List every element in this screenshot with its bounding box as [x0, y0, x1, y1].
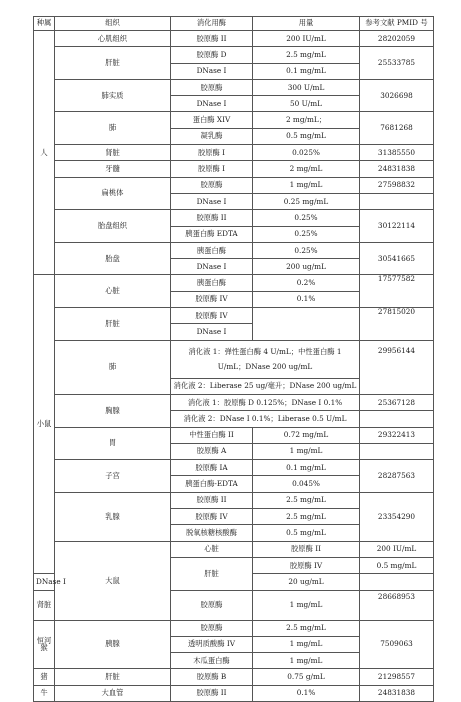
species-cell: 大鼠 [55, 541, 171, 620]
enzyme-cell: 蛋白酶 XIV [171, 112, 253, 128]
dose-cell: 200 ug/mL [253, 259, 360, 275]
species-cell: 小鼠 [34, 275, 55, 574]
tissue-cell: 心脏 [171, 541, 253, 557]
dose-cell: 200 IU/mL [253, 31, 360, 47]
dose-cell: 0.25% [253, 242, 360, 258]
table-row [34, 145, 434, 161]
tissue-cell: 肾脏 [34, 590, 55, 620]
enzyme-cell: 胶原酶 IA [171, 460, 253, 476]
dose-cell: 1 mg/mL [253, 653, 360, 669]
dose-cell: 1 mg/mL [253, 177, 360, 193]
pmid-cell: 30122114 [360, 210, 434, 243]
pmid-cell: 21298557 [360, 669, 434, 685]
enzyme-cell: 胶原酶 B [171, 669, 253, 685]
table-row [34, 308, 434, 324]
tissue-cell: 子宫 [55, 460, 171, 493]
pmid-cell: 23354290 [360, 492, 434, 541]
tissue-cell: 肾脏 [55, 145, 171, 161]
dose-cell: 0.25% [253, 210, 360, 226]
tissue-cell: 大血管 [55, 685, 171, 701]
tissue-cell: 心脏 [55, 275, 171, 308]
pmid-cell: 30541665 [360, 242, 434, 275]
dose-cell: 0.72 mg/mL [253, 427, 360, 443]
pmid-cell: 17577582 [360, 275, 434, 308]
enzyme-cell: DNase I [171, 63, 253, 79]
species-cell: 猪 [34, 669, 55, 685]
enzyme-cell: 胶原酶 II [253, 541, 360, 557]
tissue-cell: 肝脏 [55, 669, 171, 685]
table-row [34, 669, 434, 685]
tissue-cell: 肺 [55, 340, 171, 394]
dose-cell: 0.045% [253, 476, 360, 492]
pmid-cell-empty [360, 193, 434, 209]
enzyme-cell: 胶原酶 II [171, 31, 253, 47]
digestion-solution-1 [171, 340, 360, 378]
dose-cell: 1 mg/mL [253, 636, 360, 652]
pmid-cell: 24831838 [360, 685, 434, 701]
dose-cell: 2 mg/mL； [253, 112, 360, 128]
enzyme-cell: 胶原酶 IV [171, 308, 253, 324]
digestion-solution-2: 消化液 2：Liberase 25 ug/毫升；DNase 200 ug/mL [171, 378, 360, 394]
pmid-cell: 3026698 [360, 79, 434, 112]
dose-cell: 0.025% [253, 145, 360, 161]
pmid-cell: 7681268 [360, 112, 434, 145]
table-row [34, 47, 434, 63]
tissue-cell: 胃 [55, 427, 171, 460]
tissue-cell: 乳腺 [55, 492, 171, 541]
tissue-cell: 肺实质 [55, 79, 171, 112]
header-enzyme: 消化用酶 [171, 17, 253, 31]
table-row [34, 242, 434, 258]
dose-cell: 2.5 mg/mL [253, 492, 360, 508]
table-row [34, 492, 434, 508]
digestion-solution-2: 消化液 2：DNase I 0.1%；Liberase 0.5 U/mL [171, 411, 360, 427]
table-row [34, 541, 434, 557]
header-tissue: 组织 [55, 17, 171, 31]
digestion-solution-1: 消化液 1：胶原酶 D 0.125%；DNase I 0.1% [171, 394, 360, 410]
dose-cell: 1 mg/mL [253, 443, 360, 459]
species-cell: 恒河猴 [34, 620, 55, 669]
table-row [34, 31, 434, 47]
species-cell: 人 [34, 31, 55, 275]
table-row [34, 112, 434, 128]
pmid-cell: 29322413 [360, 427, 434, 443]
pmid-cell: 25367128 [360, 394, 434, 410]
enzyme-cell: 脱氧核糖核酸酶 [171, 525, 253, 541]
tissue-cell: 心肌组织 [55, 31, 171, 47]
enzyme-cell: 胰蛋白酶 [171, 275, 253, 291]
tissue-cell: 胸腺 [55, 394, 171, 427]
dose-cell: 50 U/mL [253, 96, 360, 112]
pmid-cell: 27815020 [360, 308, 434, 341]
solution-line: U/mL；DNase 200 ug/mL [217, 362, 313, 372]
tissue-cell: 肝脏 [55, 308, 171, 341]
enzyme-cell: 胰蛋白酶 [171, 242, 253, 258]
tissue-cell: 牙髓 [55, 161, 171, 177]
dose-cell: 0.1% [253, 291, 360, 307]
table-row [34, 161, 434, 177]
table-row [34, 275, 434, 291]
dose-cell: 0.25% [253, 226, 360, 242]
species-cell: 牛 [34, 685, 55, 701]
enzyme-cell: 胶原酶 IV [171, 291, 253, 307]
dose-cell: 0.1 mg/mL [253, 460, 360, 476]
tissue-cell: 胰腺 [55, 620, 171, 669]
dose-cell: 0.5 mg/mL [360, 557, 434, 573]
dose-cell: 20 ug/mL [253, 574, 360, 590]
table-row [34, 685, 434, 701]
tissue-cell: 肺 [55, 112, 171, 145]
pmid-cell: 29956144 [360, 340, 434, 394]
enzyme-cell: 胰蛋白酶-EDTA [171, 476, 253, 492]
table-row [34, 460, 434, 476]
tissue-cell: 肝脏 [55, 47, 171, 80]
dose-cell: 0.25 mg/mL [253, 193, 360, 209]
dose-cell: 200 IU/mL [360, 541, 434, 557]
enzyme-cell: 透明质酸酶 IV [171, 636, 253, 652]
pmid-cell: 24831838 [360, 161, 434, 177]
pmid-cell-empty [360, 411, 434, 427]
dose-cell: 2 mg/mL [253, 161, 360, 177]
enzyme-cell: 胶原酶 [171, 177, 253, 193]
header-species: 种属 [34, 17, 55, 31]
tissue-cell: 扁桃体 [55, 177, 171, 210]
pmid-cell: 28668953 [360, 590, 434, 620]
enzyme-cell: DNase I [171, 96, 253, 112]
enzyme-cell: 胶原酶 [171, 620, 253, 636]
dose-cell: 2.5 mg/mL [253, 509, 360, 525]
enzyme-cell: 胶原酶 A [171, 443, 253, 459]
table-row [34, 210, 434, 226]
enzyme-cell: 胶原酶 IV [253, 557, 360, 573]
dose-cell: 2.5 mg/mL [253, 47, 360, 63]
tissue-cell: 肝脏 [171, 557, 253, 590]
pmid-cell: 25533785 [360, 47, 434, 80]
dose-cell: 0.75 g/mL [253, 669, 360, 685]
dose-cell: 0.5 mg/mL [253, 128, 360, 144]
enzyme-cell: 胶原酶 I [171, 145, 253, 161]
table-header-row [34, 17, 434, 31]
enzyme-cell: DNase I [171, 259, 253, 275]
table-row [34, 394, 434, 410]
enzyme-cell: 胰蛋白酶 EDTA [171, 226, 253, 242]
dose-cell: 0.1 mg/mL [253, 63, 360, 79]
enzyme-cell: DNase I [171, 324, 253, 340]
enzyme-cell: 胶原酶 II [171, 210, 253, 226]
digestion-enzyme-table [33, 16, 434, 702]
dose-cell: 0.2% [253, 275, 360, 291]
pmid-cell: 27598832 [360, 177, 434, 193]
header-dose: 用量 [253, 17, 360, 31]
tissue-cell: 胎盘组织 [55, 210, 171, 243]
dose-cell: 300 U/mL [253, 79, 360, 95]
enzyme-cell: 木瓜蛋白酶 [171, 653, 253, 669]
dose-cell-empty [253, 308, 360, 341]
enzyme-cell: 胶原酶 II [171, 685, 253, 701]
enzyme-cell: 凝乳酶 [171, 128, 253, 144]
table-row [34, 427, 434, 443]
pmid-cell: 28287563 [360, 460, 434, 493]
table-row [34, 79, 434, 95]
pmid-cell-empty [360, 443, 434, 459]
enzyme-cell: 胶原酶 IV [171, 509, 253, 525]
enzyme-cell: 胶原酶 [171, 590, 253, 620]
tissue-cell: 胎盘 [55, 242, 171, 275]
enzyme-cell: 中性蛋白酶 II [171, 427, 253, 443]
enzyme-cell: 胶原酶 D [171, 47, 253, 63]
dose-cell: 2.5 mg/mL [253, 620, 360, 636]
enzyme-cell: DNase I [171, 193, 253, 209]
pmid-cell: 7509063 [360, 620, 434, 669]
pmid-cell: 31385550 [360, 145, 434, 161]
pmid-cell: 28202059 [360, 31, 434, 47]
table-row [34, 340, 434, 378]
enzyme-cell: 胶原酶 II [171, 492, 253, 508]
dose-cell: 0.1% [253, 685, 360, 701]
dose-cell: 1 mg/mL [253, 590, 360, 620]
table-row [34, 620, 434, 636]
enzyme-cell: 胶原酶 [171, 79, 253, 95]
enzyme-cell: DNase I [34, 574, 55, 590]
table-row [34, 177, 434, 193]
solution-line: 消化液 1：弹性蛋白酶 4 U/mL；中性蛋白酶 1 [188, 347, 342, 357]
header-pmid: 参考文献 PMID 号 [360, 17, 434, 31]
enzyme-cell: 胶原酶 I [171, 161, 253, 177]
dose-cell: 0.5 mg/mL [253, 525, 360, 541]
